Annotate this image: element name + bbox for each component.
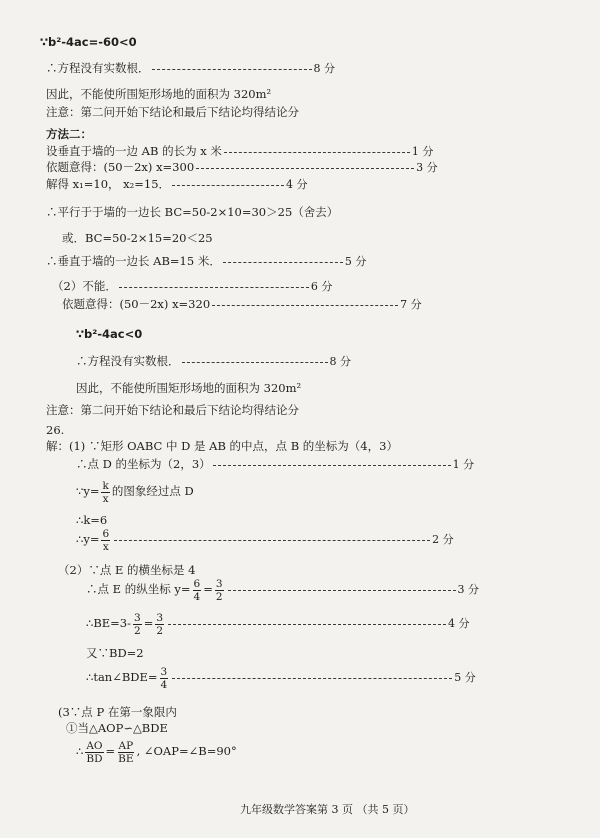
score-label: 4 分 xyxy=(448,617,470,630)
score-label: 4 分 xyxy=(286,178,308,191)
fraction-3-over-2: $\frac{3}{2}$ xyxy=(134,611,141,637)
q26-part1-given: 解：(1) ∵矩形 OABC 中 D 是 AB 的中点，点 B 的坐标为（4，3） xyxy=(46,439,398,453)
discriminant-line-2: ∵b²-4ac<0 xyxy=(76,327,143,341)
question-26-number: 26. xyxy=(46,423,65,437)
method-two-solution: 解得 x₁=10， x₂=15． 4 分 xyxy=(46,177,308,191)
no-real-roots-line-1: ∴方程没有实数根． 8 分 xyxy=(46,61,335,75)
score-leader xyxy=(172,678,452,679)
score-label: 8 分 xyxy=(329,355,351,368)
hyperbola-through-d: ∵y= $\frac{k}{x}$ 的图象经过点 D xyxy=(76,479,194,505)
score-leader xyxy=(196,168,414,169)
part-two-equation: 依题意得：(50－2x) x=320 7 分 xyxy=(62,297,422,311)
score-leader xyxy=(223,262,343,263)
method-two-equation: 依题意得：(50－2x) x=300 3 分 xyxy=(46,160,438,174)
ab-length-line: ∴垂直于墙的一边长 AB=15 米． 5 分 xyxy=(46,254,367,268)
score-label: 2 分 xyxy=(432,533,454,546)
score-label: 3 分 xyxy=(416,161,438,174)
conclusion-line-1: 因此，不能使所围矩形场地的面积为 320m² xyxy=(46,87,272,101)
note-line-1: 注意：第二问开始下结论和最后下结论均得结论分 xyxy=(46,105,299,119)
fraction-ao-over-bd: $\frac{AO}{BD}$ xyxy=(86,739,103,765)
fraction-ap-over-be: $\frac{AP}{BE}$ xyxy=(118,739,134,765)
fraction-3-over-4: $\frac{3}{4}$ xyxy=(160,665,168,691)
fraction-k-over-x: $\frac{k}{x}$ xyxy=(102,479,109,505)
fraction-3-over-2: $\frac{3}{2}$ xyxy=(215,577,223,603)
score-leader xyxy=(213,465,451,466)
score-label: 6 分 xyxy=(310,280,333,293)
function-expression: ∴y= $\frac{6}{x}$ 2 分 xyxy=(76,527,454,553)
fraction-3-over-2: $\frac{3}{2}$ xyxy=(156,611,164,637)
score-leader xyxy=(182,362,328,363)
parallel-side-line: ∴平行于于墙的一边长 BC=50-2×10=30＞25（舍去） xyxy=(46,205,339,219)
no-real-roots-line-2: ∴方程没有实数根． 8 分 xyxy=(76,354,351,368)
be-length: ∴BE=3- $\frac{3}{2}$ = $\frac{3}{2}$ 4 分 xyxy=(86,611,470,637)
method-two-setup: 设垂直于墙的一边 AB 的长为 x 米 1 分 xyxy=(46,144,434,158)
conclusion-line-2: 因此，不能使所围矩形场地的面积为 320m² xyxy=(76,381,302,395)
q26-part2-given: （2）∵点 E 的横坐标是 4 xyxy=(58,563,196,577)
method-two-heading: 方法二： xyxy=(46,127,92,141)
score-leader xyxy=(114,540,430,541)
score-leader xyxy=(172,185,284,186)
q26-part3-given: (3∵点 P 在第一象限内 xyxy=(58,705,177,719)
score-leader xyxy=(152,69,312,70)
discriminant-line-1: ∵b²-4ac=-60<0 xyxy=(40,35,137,49)
page-footer: 九年级数学答案第 3 页 （共 5 页） xyxy=(240,803,415,816)
score-leader xyxy=(119,287,309,288)
point-e-y-coordinate: ∴点 E 的纵坐标 y= $\frac{6}{4}$ = $\frac{3}{2}$ 3 分 xyxy=(86,577,480,603)
score-leader xyxy=(168,624,446,625)
score-label: 8 分 xyxy=(313,62,335,75)
fraction-6-over-4: $\frac{6}{4}$ xyxy=(193,577,201,603)
proportion-line: ∴ $\frac{AO}{BD}$ = $\frac{AP}{BE}$ , ∠OAP=∠B=90° xyxy=(76,739,237,765)
similar-triangles-case: ①当△AOP∽△BDE xyxy=(66,721,168,735)
score-label: 3 分 xyxy=(457,583,480,596)
score-label: 5 分 xyxy=(454,671,476,684)
score-leader xyxy=(212,305,398,306)
tan-bde: ∴tan∠BDE= $\frac{3}{4}$ 5 分 xyxy=(86,665,476,691)
part-two-cannot: （2）不能． 6 分 xyxy=(52,279,333,293)
score-label: 1 分 xyxy=(452,458,475,471)
score-label: 1 分 xyxy=(411,145,434,158)
k-value: ∴k=6 xyxy=(76,513,108,527)
note-line-2: 注意：第二问开始下结论和最后下结论均得结论分 xyxy=(46,403,299,417)
fraction-6-over-x: $\frac{6}{x}$ xyxy=(102,527,110,553)
point-d-coords: ∴点 D 的坐标为（2，3） 1 分 xyxy=(76,457,475,471)
score-leader xyxy=(224,152,410,153)
score-label: 7 分 xyxy=(400,298,422,311)
bd-length: 又∵BD=2 xyxy=(86,646,144,660)
score-label: 5 分 xyxy=(344,255,367,268)
alternative-bc-line: 或．BC=50-2×15=20＜25 xyxy=(62,231,213,245)
score-leader xyxy=(228,590,456,591)
